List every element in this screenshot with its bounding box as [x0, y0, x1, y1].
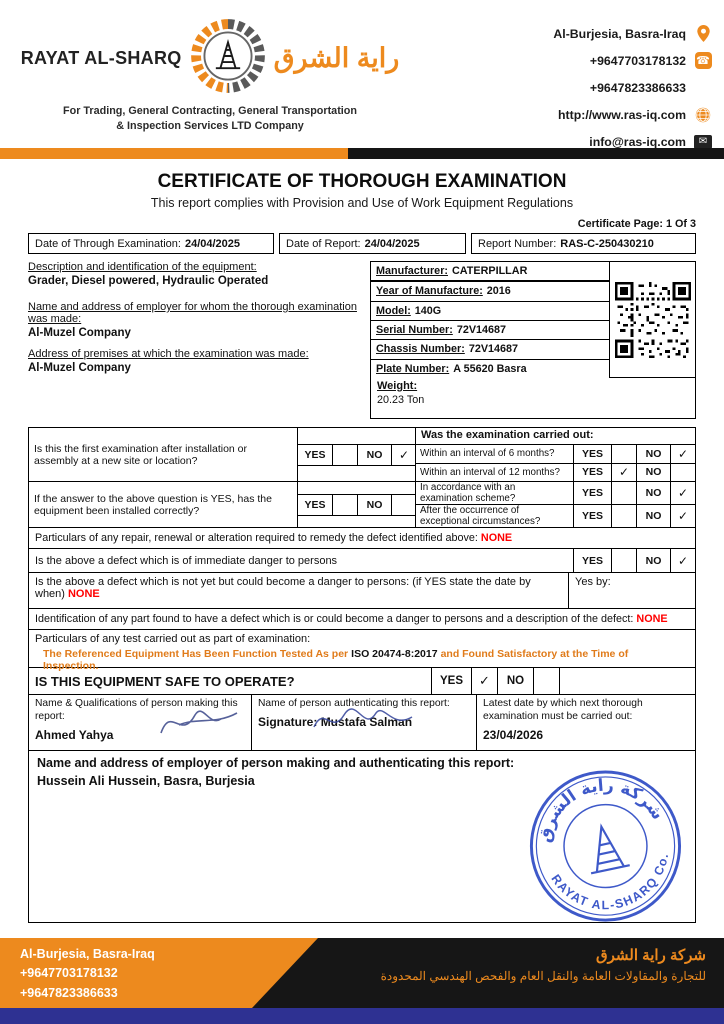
location-pin-icon [694, 25, 712, 43]
spec-year: Year of Manufacture: 2016 [371, 281, 609, 300]
q1-no-checkbox[interactable]: ✓ [391, 445, 416, 465]
immediate-danger-no-label: NO [636, 549, 670, 572]
stamp-arabic-text: شركة راية الشرق [534, 774, 669, 845]
weight-value: 20.23 Ton [377, 394, 425, 406]
qr-code [609, 262, 695, 378]
phone2-text: +9647823386633 [589, 80, 686, 95]
safe-no-checkbox[interactable] [533, 668, 559, 694]
authenticator-name: Mustafa Salman [320, 714, 413, 729]
company-tagline [30, 104, 390, 134]
q2-no-label: NO [357, 495, 391, 515]
yes-by-cell: Yes by: [568, 573, 695, 608]
equipment-employer-value: Al-Muzel Company [28, 327, 131, 339]
interval-6-yes-checkbox[interactable] [611, 445, 636, 463]
authenticator-label: Name of person authenticating this report: [258, 698, 450, 709]
footer [0, 938, 724, 1008]
envelope-icon: ✉ [694, 133, 712, 151]
header [0, 0, 724, 148]
divider-dark-segment [348, 148, 724, 159]
empty-icon-slot [694, 79, 712, 97]
footer-contact-block [20, 945, 155, 1003]
examination-table [28, 427, 696, 695]
contact-phone-1 [462, 47, 712, 74]
footer-phone-2: +9647823386633 [20, 985, 118, 1000]
immediate-danger-text: Is the above a defect which is of immediate danger to persons [35, 554, 338, 567]
interval-6-yes-label: YES [573, 445, 611, 463]
q1-yes-label: YES [304, 448, 326, 461]
spec-serial-number: Serial Number: 72V14687 [371, 320, 609, 339]
footer-company-arabic: شركة راية الشرق [595, 947, 706, 964]
weight-box [371, 378, 695, 418]
q1-yes-no-band [298, 444, 416, 466]
certificate-title: CERTIFICATE OF THOROUGH EXAMINATION [157, 171, 567, 192]
circumstances-no-checkbox[interactable]: ✓ [670, 505, 695, 527]
immediate-danger-yes-label: YES [573, 549, 611, 572]
phone-icon: ☎ [694, 52, 712, 70]
scheme-yes-checkbox[interactable] [611, 482, 636, 504]
website-text: http://www.ras-iq.com [558, 107, 686, 122]
first-examination-block [29, 428, 695, 481]
report-number-box [471, 233, 696, 254]
q2-yes-label: YES [304, 498, 326, 511]
iso-standard-reference: ISO 20474-8:2017 [351, 648, 438, 660]
next-examination-cell [476, 695, 695, 750]
immediate-danger-yes-checkbox[interactable] [611, 549, 636, 572]
test-particulars-row [29, 629, 695, 672]
installed-correctly-block [29, 481, 695, 527]
equipment-description-label: Description and identification of the equipment: [28, 261, 257, 273]
scheme-no-checkbox[interactable]: ✓ [670, 482, 695, 504]
q1-no-label: NO [357, 445, 391, 465]
report-number-label: Report Number: [478, 237, 557, 250]
equipment-description-value: Grader, Diesel powered, Hydraulic Operated [28, 275, 269, 287]
gear-oil-derrick-logo-icon [190, 18, 266, 99]
stamp-english-text: RAYAT AL-SHARQ Co. [548, 851, 672, 913]
report-date-label: Date of Report: [286, 237, 361, 250]
company-name-arabic: راية الشرق [273, 43, 400, 73]
email-text: info@ras-iq.com [589, 134, 686, 149]
tagline-line2: & Inspection Services LTD Company [116, 120, 304, 133]
exam-date-value: 24/04/2025 [184, 237, 241, 250]
contact-website [462, 101, 712, 128]
interval-12-no-checkbox[interactable] [670, 464, 695, 482]
carried-out-header: Was the examination carried out: [416, 428, 695, 445]
circumstances-no-label: NO [636, 505, 670, 527]
safe-yes-label: YES [431, 668, 471, 694]
circumstances-yes-checkbox[interactable] [611, 505, 636, 527]
footer-tagline-arabic: للتجارة والمقاولات العامة والنقل العام والفحص الهندسي المحدودة [380, 969, 706, 983]
circumstances-yes-label: YES [573, 505, 611, 527]
safe-row-filler [559, 668, 695, 694]
exceptional-circumstances-text: After the occurrence of exceptional circumstances? [420, 505, 541, 527]
defect-identification-value: NONE [636, 613, 668, 625]
defect-identification-text: Identification of any part found to have a defect which is or could become a danger to persons and a description of the defect: [35, 613, 634, 625]
interval-12-yes-label: YES [573, 464, 611, 482]
report-maker-cell [29, 695, 251, 750]
interval-12-no-label: NO [636, 464, 670, 482]
authenticator-cell [251, 695, 476, 750]
footer-arabic-block [381, 946, 706, 983]
globe-icon [694, 106, 712, 124]
next-examination-date: 23/04/2026 [483, 727, 544, 742]
divider-orange-segment [0, 148, 348, 159]
interval-12-months-text: Within an interval of 12 months? [420, 466, 560, 478]
interval-6-months-row [416, 445, 695, 463]
safe-no-label: NO [497, 668, 533, 694]
q1-yes-checkbox[interactable] [332, 445, 357, 465]
contact-phone-2 [462, 74, 712, 101]
report-maker-name: Ahmed Yahya [35, 727, 114, 742]
exceptional-circumstances-row [416, 504, 695, 527]
examination-scheme-text: In accordance with an examination scheme? [420, 482, 516, 504]
equipment-spec-panel [370, 261, 696, 419]
test-result-pre: The Referenced Equipment Has Been Function Tested As per [43, 648, 349, 660]
scheme-no-label: NO [636, 482, 670, 504]
employer-of-person-label: Name and address of employer of person making and authenticating this report: [37, 756, 515, 770]
scheme-yes-label: YES [573, 482, 611, 504]
q2-yes-no-band [298, 494, 416, 516]
interval-6-months-text: Within an interval of 6 months? [420, 448, 555, 460]
repair-particulars-text: Particulars of any repair, renewal or alteration required to remedy the defect identified above: [35, 532, 478, 544]
weight-label: Weight: [377, 380, 418, 392]
repair-particulars-value: NONE [480, 532, 513, 544]
certificate-page-number: Certificate Page: 1 Of 3 [577, 218, 696, 230]
safe-to-operate-question: IS THIS EQUIPMENT SAFE TO OPERATE? [35, 673, 295, 689]
immediate-danger-no-checkbox[interactable]: ✓ [670, 549, 695, 572]
equipment-premises-label: Address of premises at which the examination was made: [28, 348, 309, 360]
test-particulars-label: Particulars of any test carried out as part of examination: [35, 633, 311, 645]
certificate-subtitle: This report complies with Provision and Use of Work Equipment Regulations [150, 196, 574, 210]
address-text: Al-Burjesia, Basra-Iraq [553, 26, 686, 41]
certificate-body [28, 218, 696, 923]
footer-phone-1: +9647703178132 [20, 966, 118, 981]
test-result-post: and Found Satisfactory at the Time of Inspection. [43, 648, 629, 672]
examination-scheme-row [416, 482, 695, 504]
dates-and-report-number-row [28, 233, 696, 254]
employer-box [28, 751, 696, 923]
next-examination-label: Latest date by which next thorough examination must be carried out: [483, 698, 643, 722]
bottom-blue-bar [0, 1008, 724, 1024]
report-date-value: 24/04/2025 [364, 237, 420, 250]
question-installed-correctly: If the answer to the above question is YES, has the equipment been installed correctly? [34, 492, 272, 517]
contact-list [462, 12, 712, 148]
repair-particulars-row [29, 527, 695, 548]
interval-12-yes-checkbox[interactable]: ✓ [611, 464, 636, 482]
q2-yes-checkbox[interactable] [332, 495, 357, 515]
equipment-premises-value: Al-Muzel Company [28, 362, 131, 374]
equipment-spec-list [371, 262, 609, 378]
signature-prefix: Signature: [258, 714, 318, 729]
future-danger-row [29, 572, 695, 608]
contact-address [462, 20, 712, 47]
stamp-derrick-icon [582, 823, 630, 874]
interval-6-no-label: NO [636, 445, 670, 463]
exam-date-label: Date of Through Examination: [35, 237, 181, 250]
employer-of-person-value: Hussein Ali Hussein, Basra, Burjesia [37, 774, 255, 788]
equipment-description-column [28, 261, 364, 419]
company-name-english: RAYAT AL-SHARQ [20, 48, 182, 68]
q2-no-checkbox[interactable] [391, 495, 416, 515]
footer-address: Al-Burjesia, Basra-Iraq [20, 947, 155, 961]
spec-chassis-number: Chassis Number: 72V14687 [371, 339, 609, 358]
question-first-examination: Is this the first examination after installation or assembly at a new site or location? [34, 442, 248, 467]
spec-plate-number: Plate Number: A 55620 Basra [371, 359, 609, 378]
company-stamp [512, 752, 700, 944]
signature-table [28, 695, 696, 751]
phone1-text: +9647703178132 [589, 53, 686, 68]
tagline-line1: For Trading, General Contracting, General Transportation [63, 105, 357, 117]
company-logo-block [20, 12, 400, 148]
safe-to-operate-row [29, 667, 695, 694]
header-divider-bar [0, 148, 724, 159]
report-number-value: RAS-C-250430210 [560, 237, 654, 250]
equipment-section [28, 261, 696, 419]
exam-date-box [28, 233, 274, 254]
future-danger-value: NONE [67, 588, 100, 600]
safe-yes-checkbox[interactable]: ✓ [471, 668, 497, 694]
report-date-box [279, 233, 466, 254]
interval-6-no-checkbox[interactable]: ✓ [670, 445, 695, 463]
defect-identification-row [29, 608, 695, 629]
future-danger-text: Is the above a defect which is not yet but could become a danger to persons: (if YES state the date by when) [35, 576, 531, 600]
spec-manufacturer: Manufacturer: CATERPILLAR [371, 262, 609, 281]
immediate-danger-row [29, 548, 695, 572]
interval-12-months-row [416, 463, 695, 482]
spec-model: Model: 140G [371, 301, 609, 320]
equipment-employer-label: Name and address of employer for whom the thorough examination was made: [28, 301, 357, 325]
report-maker-label: Name & Qualifications of person making this report: [35, 698, 238, 722]
